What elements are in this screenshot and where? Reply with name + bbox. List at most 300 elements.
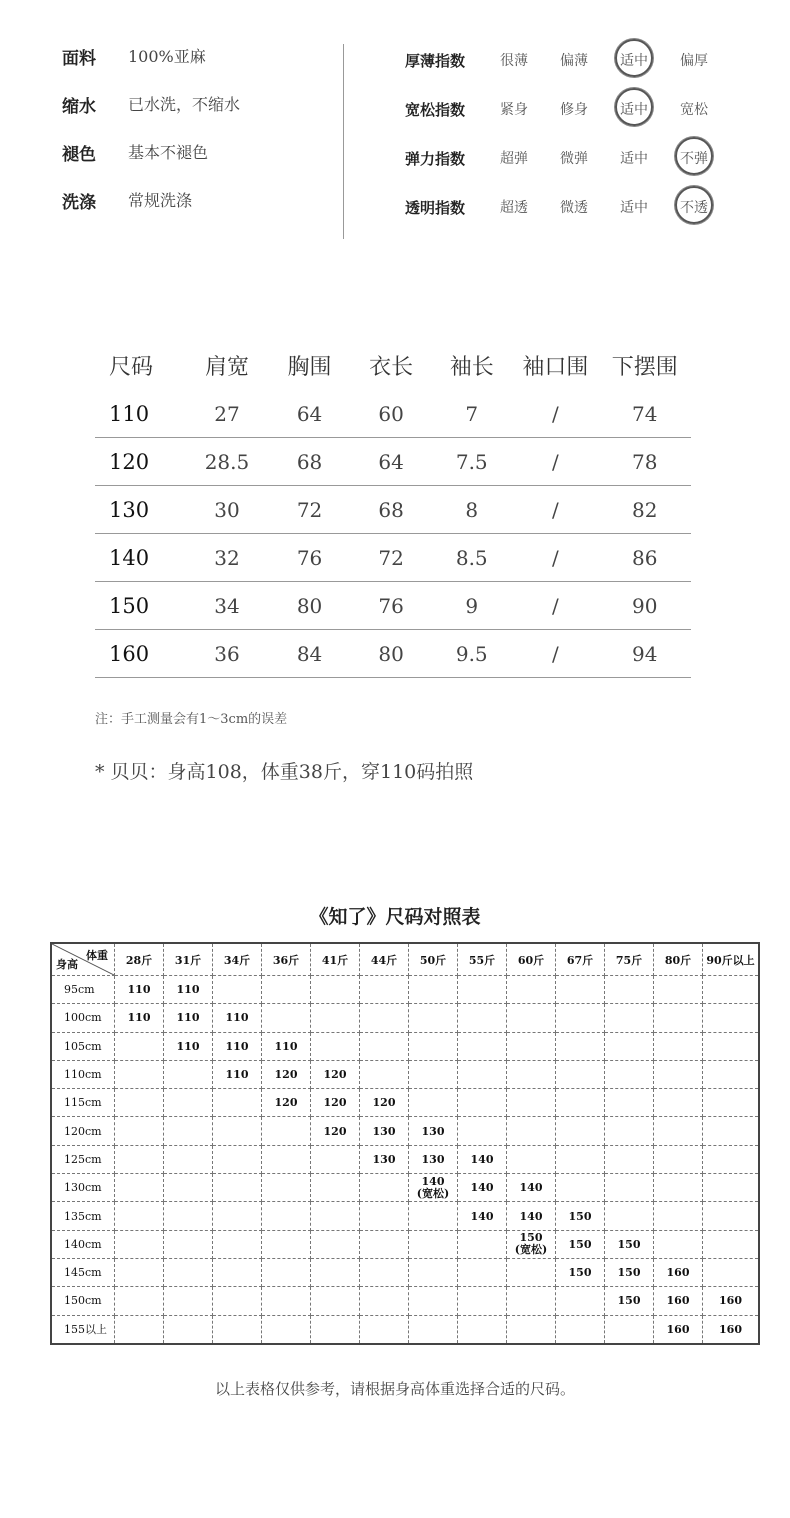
size-recommendation-cell <box>115 1060 164 1088</box>
size-recommendation-cell <box>654 1202 703 1230</box>
size-recommendation-cell <box>213 1315 262 1344</box>
measure-cell: 7 <box>465 401 479 426</box>
size-recommendation-cell <box>605 1060 654 1088</box>
measurement-note: 注：手工测量会有1～3cm的误差 <box>95 712 288 727</box>
weight-header: 90斤以上 <box>703 943 760 976</box>
size-recommendation-cell <box>703 1117 760 1145</box>
attr-row <box>62 188 342 236</box>
measure-cell: 84 <box>296 641 323 666</box>
size-recommendation-cell: 130 <box>409 1145 458 1173</box>
size-recommendation-cell <box>311 976 360 1004</box>
size-recommendation-cell <box>213 1202 262 1230</box>
size-recommendation-cell: 160 <box>703 1315 760 1344</box>
header-size: 尺码 <box>109 354 154 380</box>
size-recommendation-cell <box>703 1032 760 1060</box>
size-recommendation-cell <box>605 1117 654 1145</box>
size-recommendation-cell <box>605 1202 654 1230</box>
size-recommendation-cell <box>654 976 703 1004</box>
size-table-header <box>95 340 691 390</box>
size-recommendation-cell <box>311 1258 360 1286</box>
weight-header: 67斤 <box>556 943 605 976</box>
size-recommendation-cell <box>360 1315 409 1344</box>
size-recommendation-cell: 120 <box>311 1117 360 1145</box>
measure-cell: 30 <box>214 497 240 522</box>
size-recommendation-cell <box>458 1032 507 1060</box>
size-recommendation-cell <box>703 1230 760 1258</box>
conversion-table <box>50 942 760 1345</box>
size-recommendation-cell <box>115 1315 164 1344</box>
measure-cell: 78 <box>632 449 658 474</box>
conversion-title: 《知了》尺码对照表 <box>309 906 481 928</box>
size-recommendation-cell <box>556 1089 605 1117</box>
measure-cell: 86 <box>632 545 658 570</box>
measure-cell: 36 <box>214 641 240 666</box>
header-chest: 胸围 <box>287 354 332 380</box>
size-recommendation-cell <box>262 1117 311 1145</box>
size-recommendation-cell <box>507 1032 556 1060</box>
size-recommendation-cell <box>115 1117 164 1145</box>
conversion-row <box>51 1287 759 1315</box>
size-recommendation-cell: 140 <box>458 1174 507 1202</box>
index-option: 超弹 <box>500 151 528 167</box>
index-option: 宽松 <box>680 102 708 118</box>
size-recommendation-cell <box>164 1174 213 1202</box>
measure-cell: / <box>551 497 559 522</box>
measure-cell: 80 <box>296 593 323 618</box>
size-recommendation-cell <box>164 1230 213 1258</box>
index-option: 紧身 <box>500 102 528 118</box>
index-option: 偏厚 <box>680 53 708 69</box>
header-hem: 下摆围 <box>611 354 678 380</box>
index-label: 厚薄指数 <box>405 52 466 70</box>
index-row <box>405 197 765 246</box>
size-recommendation-cell <box>458 1287 507 1315</box>
attr-value: 已水洗，不缩水 <box>128 95 241 114</box>
size-recommendation-cell: 150 <box>605 1258 654 1286</box>
weight-header: 31斤 <box>164 943 213 976</box>
conversion-row <box>51 1060 759 1088</box>
conversion-row <box>51 1315 759 1344</box>
height-cell: 115cm <box>51 1089 115 1117</box>
size-recommendation-cell <box>703 976 760 1004</box>
size-recommendation-cell: 160 <box>703 1287 760 1315</box>
size-recommendation-cell <box>605 1089 654 1117</box>
height-cell: 140cm <box>51 1230 115 1258</box>
weight-header: 44斤 <box>360 943 409 976</box>
size-recommendation-cell <box>409 1258 458 1286</box>
size-recommendation-cell <box>164 1258 213 1286</box>
attr-value: 100%亚麻 <box>128 47 206 66</box>
size-recommendation-cell: 110 <box>213 1004 262 1032</box>
fabric-indices <box>405 50 765 246</box>
size-recommendation-cell <box>262 1202 311 1230</box>
size-recommendation-cell <box>556 1145 605 1173</box>
size-recommendation-cell <box>409 1287 458 1315</box>
measure-cell: / <box>551 593 559 618</box>
weight-header: 41斤 <box>311 943 360 976</box>
size-recommendation-cell <box>458 1315 507 1344</box>
size-recommendation-cell <box>164 1287 213 1315</box>
size-recommendation-cell <box>262 1174 311 1202</box>
size-table-body <box>95 390 691 678</box>
size-recommendation-cell <box>409 1202 458 1230</box>
size-recommendation-cell <box>262 1230 311 1258</box>
size-recommendation-cell <box>311 1004 360 1032</box>
size-recommendation-cell <box>556 1174 605 1202</box>
size-recommendation-cell <box>360 976 409 1004</box>
size-recommendation-cell <box>409 1060 458 1088</box>
size-recommendation-cell: 120 <box>311 1060 360 1088</box>
size-recommendation-cell <box>360 1230 409 1258</box>
size-row <box>95 534 691 582</box>
size-recommendation-cell <box>556 976 605 1004</box>
corner-weight-label: 体重 <box>86 949 108 962</box>
size-recommendation-cell <box>360 1202 409 1230</box>
size-recommendation-cell: 160 <box>654 1258 703 1286</box>
size-recommendation-cell <box>311 1230 360 1258</box>
index-label: 弹力指数 <box>405 150 466 168</box>
size-recommendation-cell <box>458 1060 507 1088</box>
conversion-header-row <box>51 943 759 976</box>
size-recommendation-cell: 160 <box>654 1287 703 1315</box>
index-option-selected: 不弹 <box>680 148 740 168</box>
conversion-row <box>51 1174 759 1202</box>
size-recommendation-cell: 150 <box>605 1287 654 1315</box>
model-info: * 贝贝：身高108，体重38斤，穿110码拍照 <box>95 761 474 783</box>
size-recommendation-cell: 130 <box>360 1117 409 1145</box>
size-recommendation-cell <box>213 1145 262 1173</box>
size-recommendation-cell: 140 <box>458 1145 507 1173</box>
size-recommendation-cell <box>654 1032 703 1060</box>
index-option: 修身 <box>560 102 588 118</box>
size-recommendation-cell <box>164 1315 213 1344</box>
weight-header: 55斤 <box>458 943 507 976</box>
index-label: 宽松指数 <box>405 101 466 119</box>
footer-note: 以上表格仅供参考，请根据身高体重选择合适的尺码。 <box>214 1380 575 1398</box>
conversion-row <box>51 976 759 1004</box>
index-option-selected: 适中 <box>620 50 680 70</box>
fabric-attributes <box>62 44 342 236</box>
measure-cell: 9 <box>465 593 479 618</box>
size-recommendation-cell <box>115 1230 164 1258</box>
size-recommendation-cell <box>164 1060 213 1088</box>
attr-row <box>62 92 342 140</box>
size-recommendation-cell <box>507 1004 556 1032</box>
height-cell: 110cm <box>51 1060 115 1088</box>
size-recommendation-cell <box>360 1258 409 1286</box>
size-recommendation-cell <box>311 1202 360 1230</box>
attr-label: 面料 <box>62 49 96 69</box>
size-recommendation-cell <box>409 1089 458 1117</box>
attr-row <box>62 140 342 188</box>
size-recommendation-cell <box>409 1315 458 1344</box>
header-length: 衣长 <box>369 354 414 380</box>
size-recommendation-cell <box>556 1004 605 1032</box>
size-row <box>95 630 691 678</box>
attr-value: 常规洗涤 <box>128 191 193 210</box>
size-recommendation-cell <box>556 1315 605 1344</box>
size-recommendation-cell <box>262 1287 311 1315</box>
conversion-row <box>51 1117 759 1145</box>
size-recommendation-cell <box>458 1230 507 1258</box>
attr-value: 基本不褪色 <box>128 143 209 162</box>
size-recommendation-cell <box>115 1089 164 1117</box>
size-recommendation-cell <box>507 1117 556 1145</box>
size-recommendation-cell <box>556 1287 605 1315</box>
size-recommendation-cell <box>213 1089 262 1117</box>
size-recommendation-cell <box>605 1174 654 1202</box>
size-cell: 160 <box>109 641 150 666</box>
weight-header: 50斤 <box>409 943 458 976</box>
size-recommendation-cell <box>605 1315 654 1344</box>
size-recommendation-cell <box>311 1145 360 1173</box>
size-recommendation-cell <box>311 1287 360 1315</box>
size-recommendation-cell: 110 <box>213 1060 262 1088</box>
size-recommendation-cell <box>507 1258 556 1286</box>
size-recommendation-cell <box>213 1117 262 1145</box>
conversion-row <box>51 1032 759 1060</box>
measure-cell: / <box>551 641 559 666</box>
size-recommendation-cell <box>360 1287 409 1315</box>
size-recommendation-cell <box>556 1117 605 1145</box>
conversion-row <box>51 1145 759 1173</box>
size-recommendation-cell: 150 <box>556 1202 605 1230</box>
measure-cell: 8 <box>465 497 479 522</box>
size-recommendation-cell <box>262 1315 311 1344</box>
size-recommendation-cell <box>409 1004 458 1032</box>
weight-header: 34斤 <box>213 943 262 976</box>
conversion-row <box>51 1202 759 1230</box>
size-recommendation-cell: 120 <box>262 1089 311 1117</box>
size-recommendation-cell <box>262 1145 311 1173</box>
size-recommendation-cell <box>360 1032 409 1060</box>
corner-height-label: 身高 <box>56 958 78 971</box>
size-recommendation-cell: 150 <box>605 1230 654 1258</box>
conversion-row <box>51 1089 759 1117</box>
size-recommendation-cell <box>507 1287 556 1315</box>
measure-cell: 34 <box>214 593 240 618</box>
index-option: 微弹 <box>560 151 588 167</box>
size-recommendation-cell <box>115 1174 164 1202</box>
size-recommendation-cell: 150 <box>556 1230 605 1258</box>
size-recommendation-cell: 160 <box>654 1315 703 1344</box>
size-recommendation-cell <box>164 1117 213 1145</box>
size-recommendation-cell <box>507 1145 556 1173</box>
conversion-row <box>51 1258 759 1286</box>
size-recommendation-cell <box>703 1202 760 1230</box>
height-cell: 135cm <box>51 1202 115 1230</box>
size-recommendation-cell <box>311 1315 360 1344</box>
size-recommendation-cell: 110 <box>164 1032 213 1060</box>
size-recommendation-cell: 140 (宽松) <box>409 1174 458 1202</box>
size-recommendation-cell <box>556 1060 605 1088</box>
size-recommendation-cell <box>409 976 458 1004</box>
size-recommendation-cell <box>115 1202 164 1230</box>
size-recommendation-cell <box>458 1258 507 1286</box>
measure-cell: 28.5 <box>204 449 250 474</box>
size-table <box>95 340 691 678</box>
weight-header: 60斤 <box>507 943 556 976</box>
size-recommendation-cell <box>458 1089 507 1117</box>
size-cell: 120 <box>109 449 150 474</box>
size-recommendation-cell: 150 <box>556 1258 605 1286</box>
size-recommendation-cell <box>605 1004 654 1032</box>
vertical-divider <box>343 44 344 239</box>
size-recommendation-cell <box>458 976 507 1004</box>
height-cell: 95cm <box>51 976 115 1004</box>
size-recommendation-cell: 110 <box>115 976 164 1004</box>
size-recommendation-cell <box>703 1145 760 1173</box>
measure-cell: 60 <box>378 401 404 426</box>
index-label: 透明指数 <box>405 199 466 217</box>
size-recommendation-cell <box>262 1258 311 1286</box>
attr-label: 褪色 <box>62 145 96 165</box>
index-row <box>405 148 765 197</box>
measure-cell: 76 <box>296 545 323 570</box>
size-recommendation-cell: 110 <box>262 1032 311 1060</box>
size-recommendation-cell <box>213 976 262 1004</box>
size-recommendation-cell <box>507 1060 556 1088</box>
size-recommendation-cell: 110 <box>164 976 213 1004</box>
height-cell: 155以上 <box>51 1315 115 1344</box>
measure-cell: 80 <box>378 641 404 666</box>
size-recommendation-cell <box>213 1287 262 1315</box>
size-recommendation-cell <box>262 1004 311 1032</box>
measure-cell: 9.5 <box>455 641 488 666</box>
size-cell: 150 <box>109 593 150 618</box>
measure-cell: / <box>551 401 559 426</box>
index-option: 很薄 <box>500 53 528 69</box>
measure-cell: 76 <box>378 593 404 618</box>
size-recommendation-cell <box>164 1089 213 1117</box>
size-recommendation-cell: 140 <box>507 1202 556 1230</box>
size-row <box>95 390 691 438</box>
measure-cell: 7.5 <box>455 449 488 474</box>
size-recommendation-cell <box>654 1089 703 1117</box>
size-recommendation-cell: 110 <box>213 1032 262 1060</box>
size-recommendation-cell <box>360 1004 409 1032</box>
size-recommendation-cell <box>703 1089 760 1117</box>
size-recommendation-cell <box>115 1145 164 1173</box>
measure-cell: 94 <box>632 641 658 666</box>
size-recommendation-cell <box>164 1202 213 1230</box>
size-row <box>95 438 691 486</box>
measure-cell: 82 <box>632 497 658 522</box>
size-recommendation-cell <box>262 976 311 1004</box>
weight-header: 80斤 <box>654 943 703 976</box>
conversion-row <box>51 1004 759 1032</box>
index-row <box>405 50 765 99</box>
conversion-body <box>51 976 759 1344</box>
index-row <box>405 99 765 148</box>
size-recommendation-cell: 120 <box>262 1060 311 1088</box>
measure-cell: 90 <box>632 593 658 618</box>
size-recommendation-cell <box>360 1174 409 1202</box>
size-recommendation-cell <box>703 1060 760 1088</box>
size-recommendation-cell <box>556 1032 605 1060</box>
attr-label: 缩水 <box>62 97 96 117</box>
size-recommendation-cell <box>115 1287 164 1315</box>
size-recommendation-cell <box>605 1032 654 1060</box>
size-recommendation-cell: 110 <box>115 1004 164 1032</box>
size-cell: 110 <box>109 401 150 426</box>
index-option: 微透 <box>560 200 588 216</box>
size-row <box>95 582 691 630</box>
size-recommendation-cell: 130 <box>360 1145 409 1173</box>
size-recommendation-cell: 120 <box>311 1089 360 1117</box>
size-recommendation-cell <box>311 1032 360 1060</box>
size-recommendation-cell: 140 <box>507 1174 556 1202</box>
size-recommendation-cell <box>409 1230 458 1258</box>
size-recommendation-cell <box>507 1315 556 1344</box>
measure-cell: 64 <box>378 449 404 474</box>
size-recommendation-cell <box>507 976 556 1004</box>
measure-cell: 68 <box>296 449 323 474</box>
size-recommendation-cell <box>409 1032 458 1060</box>
index-option-selected: 适中 <box>620 99 680 119</box>
size-recommendation-cell <box>605 1145 654 1173</box>
size-recommendation-cell <box>213 1230 262 1258</box>
weight-header: 75斤 <box>605 943 654 976</box>
measure-cell: 32 <box>214 545 240 570</box>
size-recommendation-cell: 130 <box>409 1117 458 1145</box>
index-option: 适中 <box>620 151 648 167</box>
attr-row <box>62 44 342 92</box>
size-recommendation-cell <box>654 1230 703 1258</box>
size-recommendation-cell <box>115 1032 164 1060</box>
size-row <box>95 486 691 534</box>
measure-cell: / <box>551 449 559 474</box>
header-cuff: 袖口围 <box>522 354 589 380</box>
height-cell: 145cm <box>51 1258 115 1286</box>
measure-cell: 72 <box>378 545 404 570</box>
size-recommendation-cell: 120 <box>360 1089 409 1117</box>
weight-header: 36斤 <box>262 943 311 976</box>
size-recommendation-cell <box>213 1174 262 1202</box>
index-option: 适中 <box>620 200 648 216</box>
size-recommendation-cell <box>703 1258 760 1286</box>
size-cell: 140 <box>109 545 150 570</box>
size-recommendation-cell <box>213 1258 262 1286</box>
measure-cell: 72 <box>296 497 323 522</box>
measure-cell: 27 <box>214 401 240 426</box>
size-recommendation-cell <box>458 1117 507 1145</box>
size-recommendation-cell <box>703 1004 760 1032</box>
weight-header: 28斤 <box>115 943 164 976</box>
size-recommendation-cell <box>507 1089 556 1117</box>
size-recommendation-cell <box>458 1004 507 1032</box>
size-recommendation-cell <box>654 1117 703 1145</box>
header-shoulder: 肩宽 <box>204 354 249 380</box>
size-recommendation-cell <box>360 1060 409 1088</box>
height-cell: 125cm <box>51 1145 115 1173</box>
size-cell: 130 <box>109 497 150 522</box>
size-recommendation-cell <box>654 1060 703 1088</box>
height-cell: 105cm <box>51 1032 115 1060</box>
size-recommendation-cell <box>605 976 654 1004</box>
size-recommendation-cell <box>654 1004 703 1032</box>
measure-cell: 64 <box>296 401 323 426</box>
attr-label: 洗涤 <box>62 193 96 213</box>
index-option-selected: 不透 <box>680 197 740 217</box>
height-cell: 120cm <box>51 1117 115 1145</box>
size-recommendation-cell <box>654 1145 703 1173</box>
measure-cell: 68 <box>378 497 404 522</box>
height-cell: 100cm <box>51 1004 115 1032</box>
height-cell: 130cm <box>51 1174 115 1202</box>
size-recommendation-cell: 140 <box>458 1202 507 1230</box>
conversion-row <box>51 1230 759 1258</box>
